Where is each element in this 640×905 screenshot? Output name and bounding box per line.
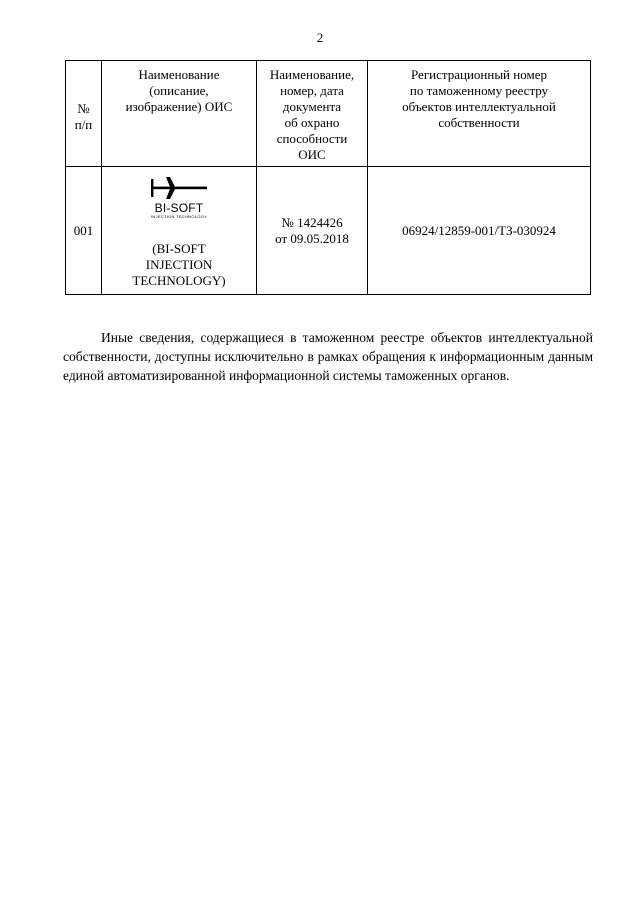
protection-document-cell	[257, 167, 368, 295]
row-number: 001	[66, 167, 102, 295]
registration-number-cell: 06924/12859-001/ТЗ-030924	[368, 167, 591, 295]
certificate-number: № 1424426	[281, 214, 343, 230]
ip-registry-table	[65, 60, 591, 295]
header-ip-name: Наименование (описание, изображение) ОИС	[102, 61, 257, 167]
header-number: № п/п	[66, 61, 102, 167]
table-header-row	[66, 61, 591, 167]
certificate-date: от 09.05.2018	[275, 230, 349, 246]
bi-soft-logo-graphic-icon	[151, 175, 207, 201]
table-row	[66, 167, 591, 295]
header-protection-document: Наименование, номер, дата документа об охрано способности ОИС	[257, 61, 368, 167]
page-number: 2	[316, 30, 324, 45]
logo-wordmark: BI-SOFT	[154, 200, 204, 215]
header-registration-number: Регистрационный номер по таможенному реестру объектов интеллектуальной собственности	[368, 61, 591, 167]
logo-tagline: INJECTION TECHNOLOGY	[150, 213, 208, 219]
trademark-description: (BI-SOFT INJECTION TECHNOLOGY)	[132, 240, 226, 288]
bi-soft-logo	[105, 175, 253, 219]
trademark-cell	[102, 167, 257, 295]
additional-info-paragraph: Иные сведения, содержащиеся в таможенном реестре объектов интеллектуальной собственности, доступны исключительно в рамках обращения к информационным данным единой автоматизированной информационной системы таможенных органов.	[63, 330, 593, 383]
